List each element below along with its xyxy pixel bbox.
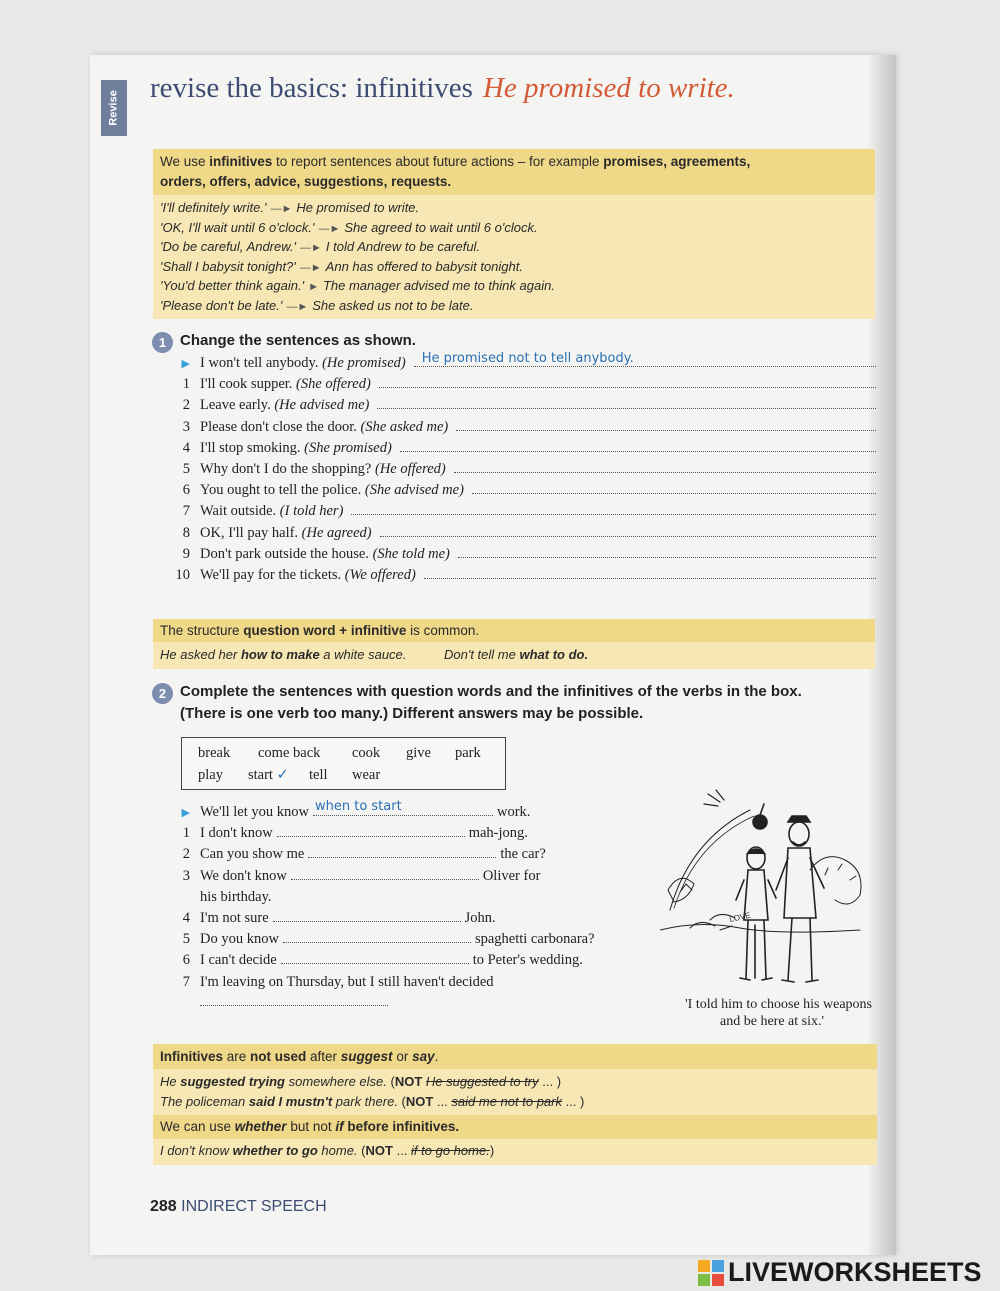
liveworksheets-logo-icon	[698, 1260, 724, 1286]
exercise-1-items	[168, 353, 876, 586]
list-item: 5 Do you know spaghetti carbonara?	[182, 931, 595, 948]
word-wear: wear	[352, 767, 381, 783]
word-give: give	[406, 745, 431, 761]
list-item: 7 I'm leaving on Thursday, but I still haven't decided	[182, 973, 494, 990]
list-item: 10 We'll pay for the tickets. (We offered)	[168, 565, 876, 586]
cartoon-illustration	[660, 780, 875, 995]
list-item: 6 You ought to tell the police. (She advised me)	[168, 480, 876, 501]
answer-line[interactable]	[424, 566, 876, 579]
word-break: break	[198, 745, 231, 761]
handwritten-answer: He promised not to tell anybody.	[421, 351, 634, 366]
rule-question-word: The structure question word + infinitive is common.	[160, 623, 480, 638]
word-start: start ✓	[248, 767, 289, 783]
rule-example-suggested: He suggested trying somewhere else. (NOT He suggested to try ... )	[160, 1074, 562, 1089]
list-item: 4 I'll stop smoking. (She promised)	[168, 438, 876, 459]
answer-line[interactable]	[377, 396, 876, 409]
exercise-2-heading-2: (There is one verb too many.) Different answers may be possible.	[180, 705, 644, 722]
answer-line[interactable]	[313, 799, 493, 816]
exercise-1-heading: Change the sentences as shown.	[180, 332, 416, 349]
revise-tab: Revise	[101, 80, 127, 136]
title-example: He promised to write.	[482, 72, 735, 104]
answer-line[interactable]	[200, 993, 388, 1006]
exercise-2-heading-1: Complete the sentences with question words and the infinitives of the verbs in the box.	[180, 683, 802, 700]
rule-example: 'Do be careful, Andrew.' —► I told Andrew to be careful.	[160, 239, 481, 254]
answer-line[interactable]	[456, 418, 876, 431]
answer-line[interactable]	[281, 951, 469, 964]
word-tell: tell	[309, 767, 328, 783]
example-triangle-icon: ▶	[181, 807, 190, 819]
rule-whether: We can use whether but not if before infinitives.	[160, 1119, 460, 1134]
rule-suggest: Infinitives are not used after suggest or say.	[160, 1049, 439, 1064]
page-footer	[150, 1198, 327, 1216]
liveworksheets-brand: LIVEWORKSHEETS	[698, 1257, 982, 1288]
list-item: 9 Don't park outside the house. (She told me)	[168, 544, 876, 565]
exercise-1-number: 1	[152, 332, 173, 353]
answer-line[interactable]	[308, 845, 496, 858]
list-item: 3 We don't know Oliver for	[182, 867, 541, 884]
check-icon: ✓	[276, 767, 289, 783]
answer-line[interactable]	[414, 351, 876, 367]
rule-example: 'I'll definitely write.' —► He promised to write.	[160, 200, 420, 215]
example-triangle-icon: ▶	[181, 358, 190, 370]
word-play: play	[198, 767, 223, 783]
exercise-2-example: ▶ We'll let you know when to start work.	[168, 802, 638, 823]
word-box	[181, 737, 506, 790]
list-item: 4 I'm not sure John.	[182, 909, 496, 926]
rule-example: 'You'd better think again.' ► The manager advised me to think again.	[160, 278, 555, 293]
cartoon-sign: LOVE	[728, 910, 752, 924]
answer-line[interactable]	[351, 502, 876, 515]
rule-example: 'Please don't be late.' —► She asked us not to be late.	[160, 297, 474, 313]
list-item: 7 Wait outside. (I told her)	[168, 501, 876, 522]
cartoon-caption: 'I told him to choose his weapons and be here at six.'	[685, 997, 872, 1029]
rule-examples	[160, 198, 555, 315]
list-item: 1 I don't know mah-jong.	[182, 825, 528, 842]
answer-line[interactable]	[277, 824, 465, 837]
list-item: 5 Why don't I do the shopping? (He offered)	[168, 459, 876, 480]
answer-line[interactable]	[454, 460, 876, 473]
handwritten-answer: when to start	[314, 799, 402, 814]
rule-example-policeman: The policeman said I mustn't park there. (NOT ... said me not to park ... )	[160, 1094, 585, 1109]
section-name: INDIRECT SPEECH	[181, 1198, 327, 1215]
list-item: 2 Leave early. (He advised me)	[168, 395, 876, 416]
page-number: 288	[150, 1198, 177, 1215]
answer-line[interactable]	[379, 375, 876, 388]
rule-intro: We use infinitives to report sentences about future actions – for example promises, agreements, orders, offers, advice, suggestions, requests.	[160, 154, 751, 189]
rule-example-what: Don't tell me what to do.	[444, 647, 589, 662]
word-park: park	[455, 745, 481, 761]
exercise-1-example: ▶ I won't tell anybody. (He promised) He promised not to tell anybody.	[168, 353, 876, 374]
list-item: 3 Please don't close the door. (She asked me)	[168, 417, 876, 438]
answer-line[interactable]	[458, 545, 876, 558]
list-item: 6 I can't decide to Peter's wedding.	[182, 952, 583, 969]
list-item: 1 I'll cook supper. (She offered)	[168, 374, 876, 395]
answer-line[interactable]	[400, 439, 876, 452]
answer-line[interactable]	[273, 909, 461, 922]
list-item: 8 OK, I'll pay half. (He agreed)	[168, 523, 876, 544]
answer-line[interactable]	[283, 930, 471, 943]
rule-example: 'Shall I babysit tonight?' —► Ann has offered to babysit tonight.	[160, 258, 523, 274]
answer-line[interactable]	[291, 867, 479, 880]
list-item-continued	[168, 993, 638, 1014]
list-item: 2 Can you show me the car?	[182, 846, 546, 863]
list-item-continued: his birthday.	[200, 888, 272, 905]
exercise-2-items	[168, 799, 638, 1014]
word-come-back: come back	[258, 745, 321, 761]
answer-line[interactable]	[380, 524, 876, 537]
word-cook: cook	[352, 745, 381, 761]
rule-example-sauce: He asked her how to make a white sauce.	[160, 647, 407, 662]
exercise-2-number: 2	[152, 683, 173, 704]
rule-example: 'OK, I'll wait until 6 o'clock.' —► She agreed to wait until 6 o'clock.	[160, 219, 538, 235]
answer-line[interactable]	[472, 481, 876, 494]
rule-example-whether: I don't know whether to go home. (NOT ... if to go home.)	[160, 1143, 495, 1158]
page-title: revise the basics: infinitives He promised to write.	[150, 72, 735, 104]
